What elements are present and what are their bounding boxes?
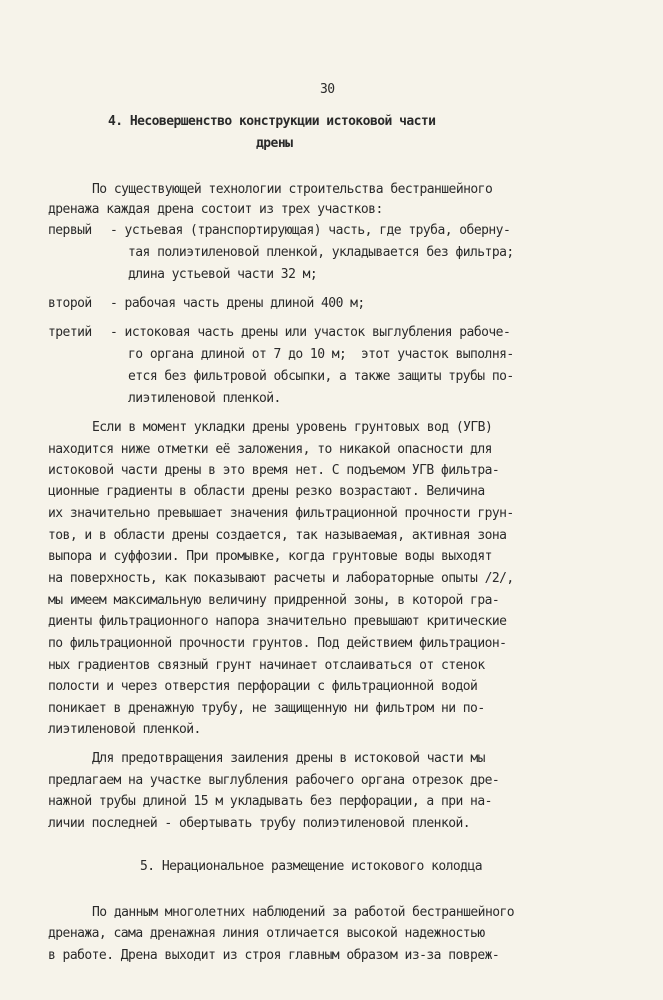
para1-line: диенты фильтрационного напора значительно превышают критические: [48, 614, 507, 629]
list-third-label: третий: [48, 325, 92, 340]
para1-line: их значительно превышает значения фильтрационной прочности грун-: [48, 506, 514, 521]
list-third-line-1: - истоковая часть дрены или участок выглубления рабоче-: [110, 325, 511, 340]
para3-line: дренажа, сама дренажная линия отличается высокой надежностью: [48, 926, 485, 941]
para1-line: на поверхность, как показывают расчеты и лабораторные опыты /2/,: [48, 571, 514, 586]
list-first-line-1: - устьевая (транспортирующая) часть, где труба, оберну-: [110, 223, 511, 238]
para1-line: выпора и суффозии. При промывке, когда грунтовые воды выходят: [48, 549, 492, 564]
list-second-line-1: - рабочая часть дрены длиной 400 м;: [110, 296, 365, 311]
para2-line: личии последней - обертывать трубу полиэтиленовой пленкой.: [48, 816, 471, 831]
section-5-title: 5. Нерациональное размещение истокового колодца: [140, 859, 483, 874]
page-number: 30: [320, 82, 335, 97]
para1-line: по фильтрационной прочности грунтов. Под действием фильтрацион-: [48, 636, 507, 651]
para1-line: ционные градиенты в области дрены резко возрастают. Величина: [48, 484, 485, 499]
para1-line: находится ниже отметки её заложения, то никакой опасности для: [48, 442, 492, 457]
para2-line: нажной трубы длиной 15 м укладывать без перфорации, а при на-: [48, 794, 492, 809]
para1-line: лиэтиленовой пленкой.: [48, 722, 201, 737]
list-third-line-2: го органа длиной от 7 до 10 м; этот участок выполня-: [128, 347, 514, 362]
list-third-line-3: ется без фильтровой обсыпки, а также защиты трубы по-: [128, 369, 514, 384]
para2-line: предлагаем на участке выглубления рабочего органа отрезок дре-: [48, 773, 500, 788]
para1-line: мы имеем максимальную величину придренной зоны, в которой гра-: [48, 593, 500, 608]
para1-line: поникает в дренажную трубу, не защищенную ни фильтром ни по-: [48, 701, 485, 716]
para1-line: полости и через отверстия перфорации с фильтрационной водой: [48, 679, 478, 694]
list-third-line-4: лиэтиленовой пленкой.: [128, 391, 281, 406]
para1-line: тов, и в области дрены создается, так называемая, активная зона: [48, 528, 507, 543]
list-first-label: первый: [48, 223, 92, 238]
list-first-line-3: длина устьевой части 32 м;: [128, 267, 318, 282]
intro-line-2: дренажа каждая дрена состоит из трех участков:: [48, 202, 383, 217]
section-4-title-line-2: дрены: [256, 136, 293, 151]
para3-line: в работе. Дрена выходит из строя главным образом из-за повреж-: [48, 948, 500, 963]
para1-line: Если в момент укладки дрены уровень грунтовых вод (УГВ): [92, 420, 493, 435]
list-second-label: второй: [48, 296, 92, 311]
para2-line: Для предотвращения заиления дрены в истоковой части мы: [92, 751, 485, 766]
para1-line: истоковой части дрены в это время нет. С подъемом УГВ фильтра-: [48, 463, 500, 478]
list-first-line-2: тая полиэтиленовой пленкой, укладывается без фильтра;: [128, 245, 514, 260]
intro-line-1: По существующей технологии строительства бестраншейного: [92, 182, 493, 197]
para1-line: ных градиентов связный грунт начинает отслаиваться от стенок: [48, 658, 485, 673]
para3-line: По данным многолетних наблюдений за работой бестраншейного: [92, 905, 515, 920]
section-4-title-line-1: 4. Несовершенство конструкции истоковой части: [108, 114, 436, 129]
